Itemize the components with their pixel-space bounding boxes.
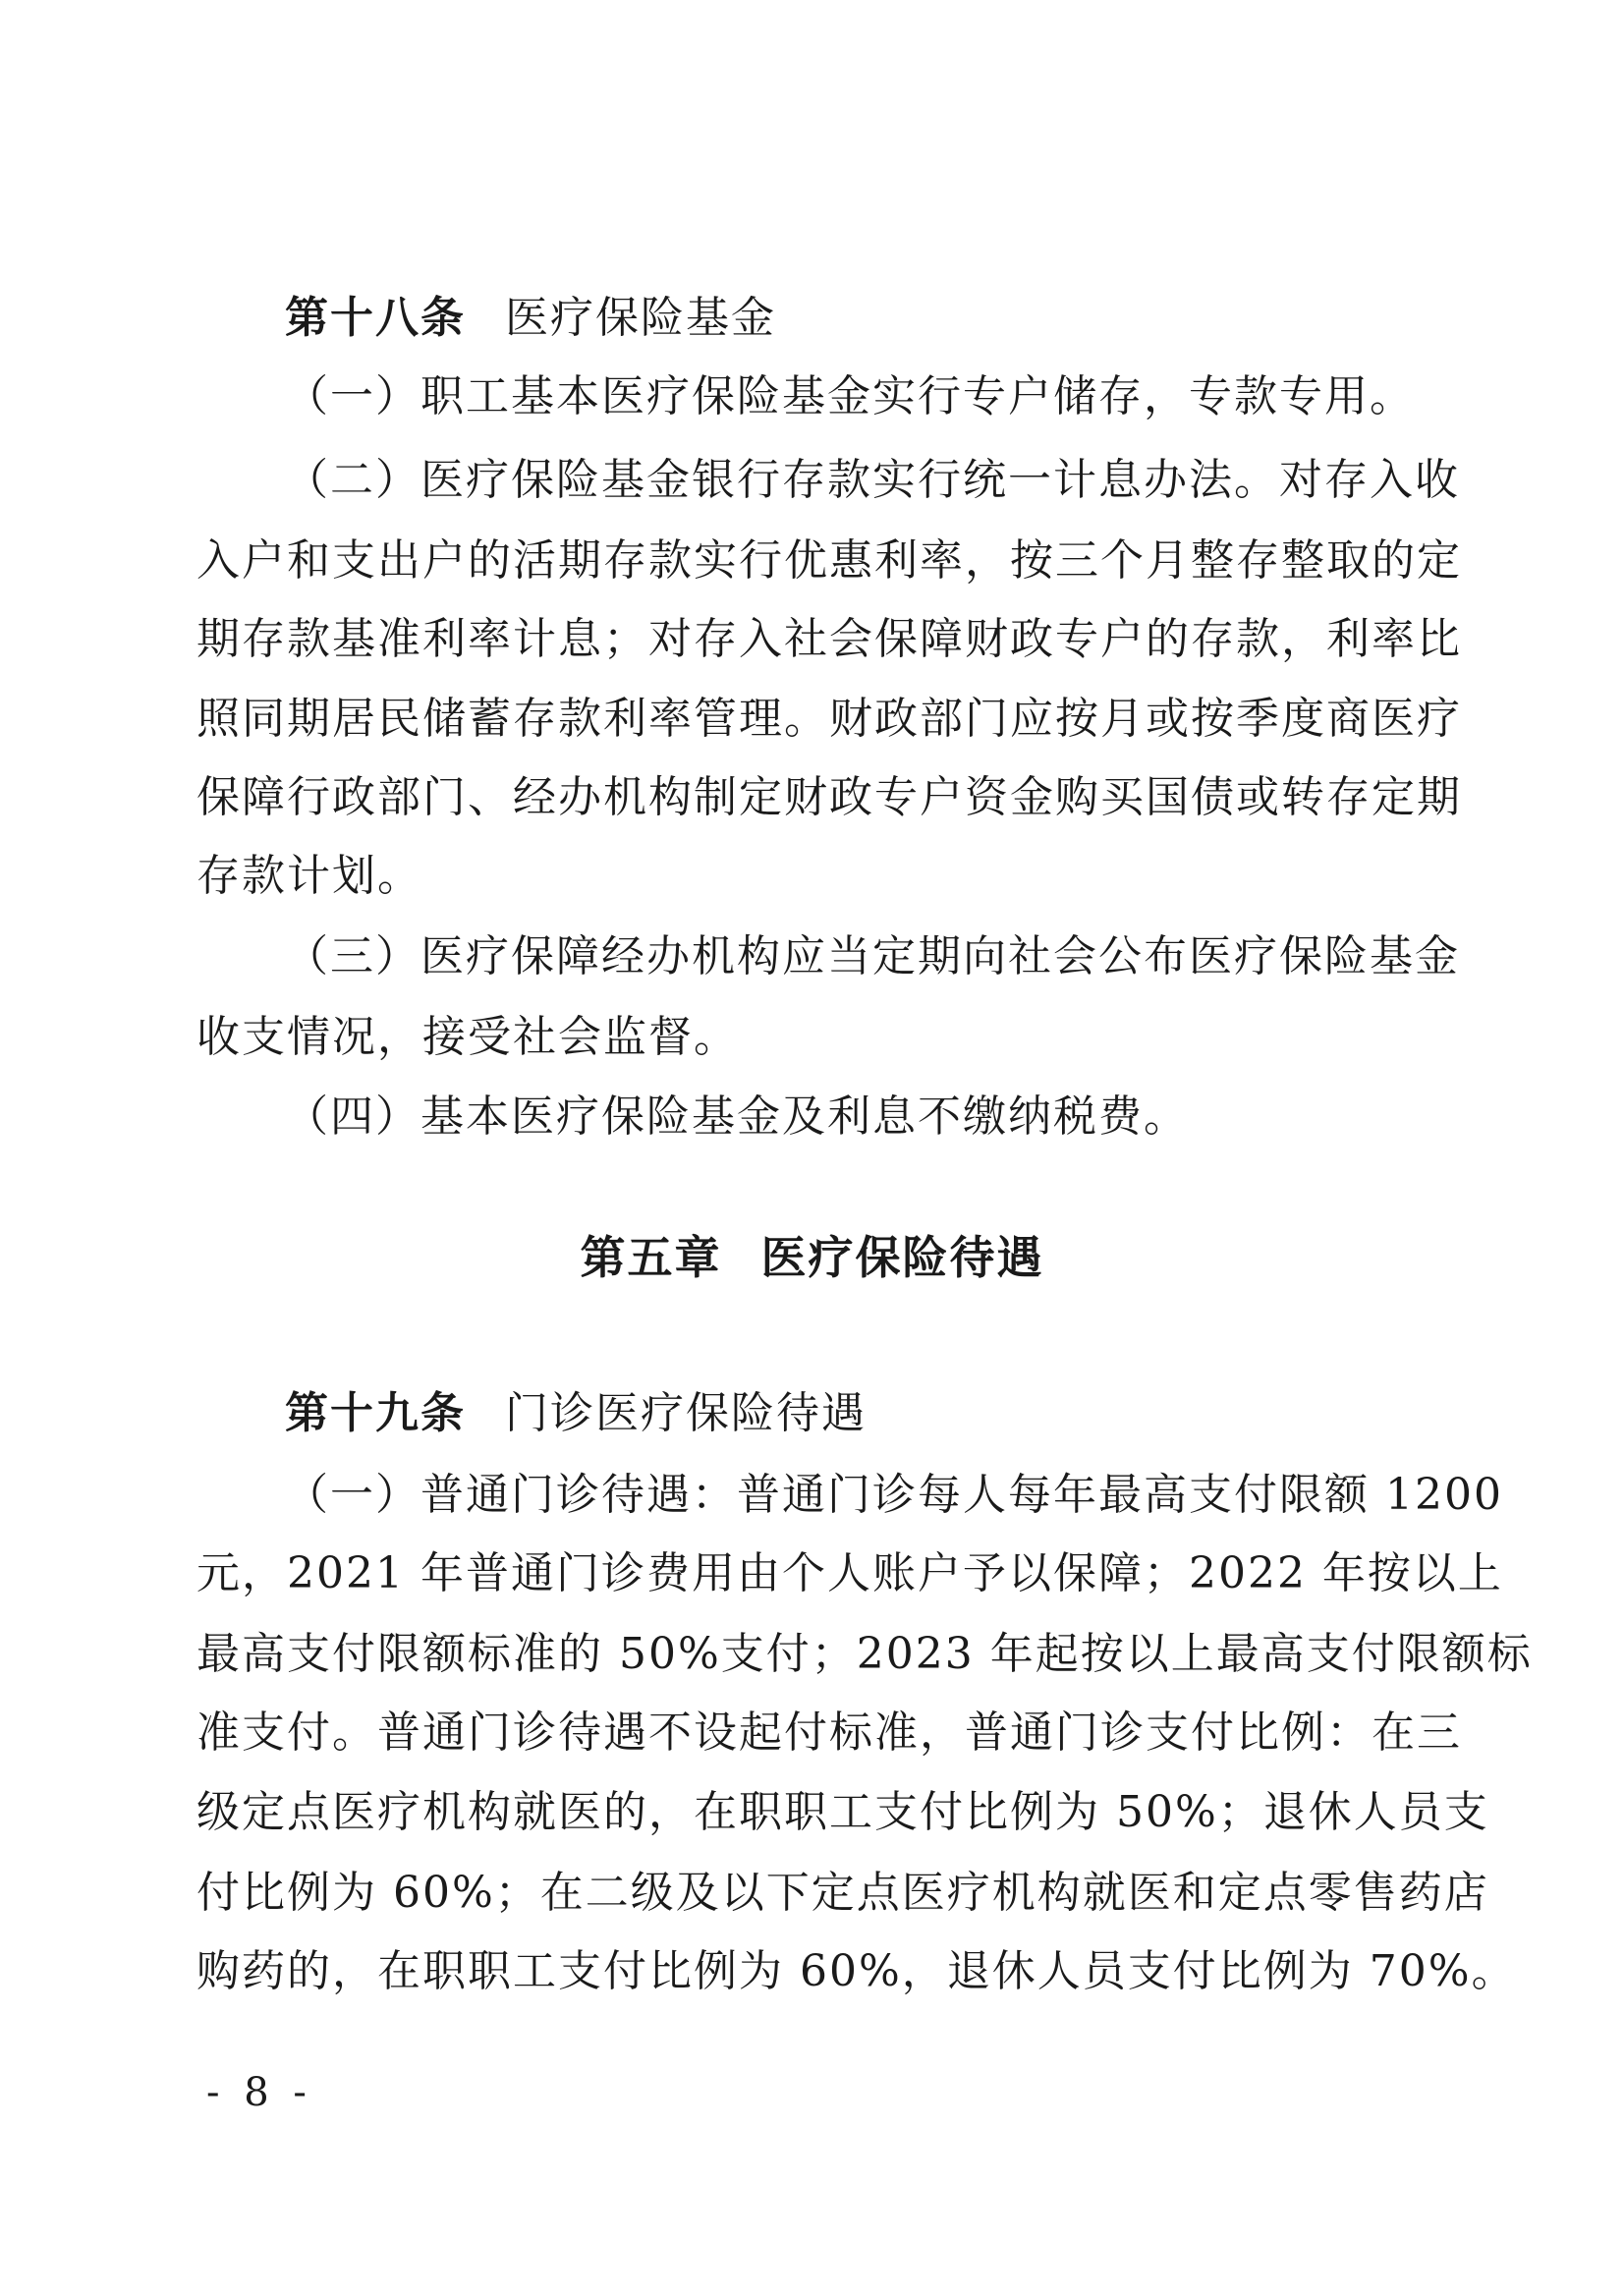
article-19-line: 付比例为 60%；在二级及以下定点医疗机构就医和定点零售药店 — [196, 1868, 1489, 1918]
article-18-line: （四）基本医疗保险基金及利息不缴纳税费。 — [285, 1092, 1189, 1142]
chapter-heading — [0, 1218, 1624, 1297]
article-18-line: 入户和支出户的活期存款实行优惠利率，按三个月整存整取的定 — [196, 535, 1462, 586]
article-19-heading — [285, 1375, 1415, 1452]
article-19-line: 最高支付限额标准的 50%支付；2023 年起按以上最高支付限额标 — [196, 1629, 1533, 1679]
article-19-title: 门诊医疗保险待遇 — [505, 1388, 867, 1438]
article-18-heading — [285, 280, 1415, 357]
article-19-number: 第十九条 — [285, 1388, 466, 1438]
article-18-line: 照同期居民储蓄存款利率管理。财政部门应按月或按季度商医疗 — [196, 694, 1462, 744]
page-number: - 8 - — [206, 2070, 312, 2115]
article-19-line: 购药的，在职职工支付比例为 60%，退休人员支付比例为 70%。 — [196, 1946, 1517, 1996]
article-18-line: 保障行政部门、经办机构制定财政专户资金购买国债或转存定期 — [196, 772, 1462, 822]
chapter-title: 医疗保险待遇 — [760, 1231, 1044, 1284]
article-19-line: 级定点医疗机构就医的，在职职工支付比例为 50%；退休人员支 — [196, 1787, 1489, 1837]
article-18-number: 第十八条 — [285, 293, 466, 343]
article-19-line: 元，2021 年普通门诊费用由个人账户予以保障；2022 年按以上 — [196, 1548, 1503, 1598]
article-19-line: 准支付。普通门诊待遇不设起付标准，普通门诊支付比例：在三 — [196, 1707, 1462, 1758]
article-18-line: 期存款基准利率计息；对存入社会保障财政专户的存款，利率比 — [196, 614, 1462, 664]
chapter-label: 第五章 — [580, 1231, 722, 1284]
article-18-line: 收支情况，接受社会监督。 — [196, 1012, 739, 1062]
article-19-line: （一）普通门诊待遇：普通门诊每人每年最高支付限额 1200 — [285, 1470, 1503, 1520]
article-18-line: （二）医疗保险基金银行存款实行统一计息办法。对存入收 — [285, 455, 1460, 505]
article-18-title: 医疗保险基金 — [505, 293, 776, 343]
article-18-line: （三）医疗保障经办机构应当定期向社会公布医疗保险基金 — [285, 931, 1460, 981]
article-18-line: 存款计划。 — [196, 851, 422, 901]
article-18-line: （一）职工基本医疗保险基金实行专户储存，专款专用。 — [285, 371, 1415, 421]
